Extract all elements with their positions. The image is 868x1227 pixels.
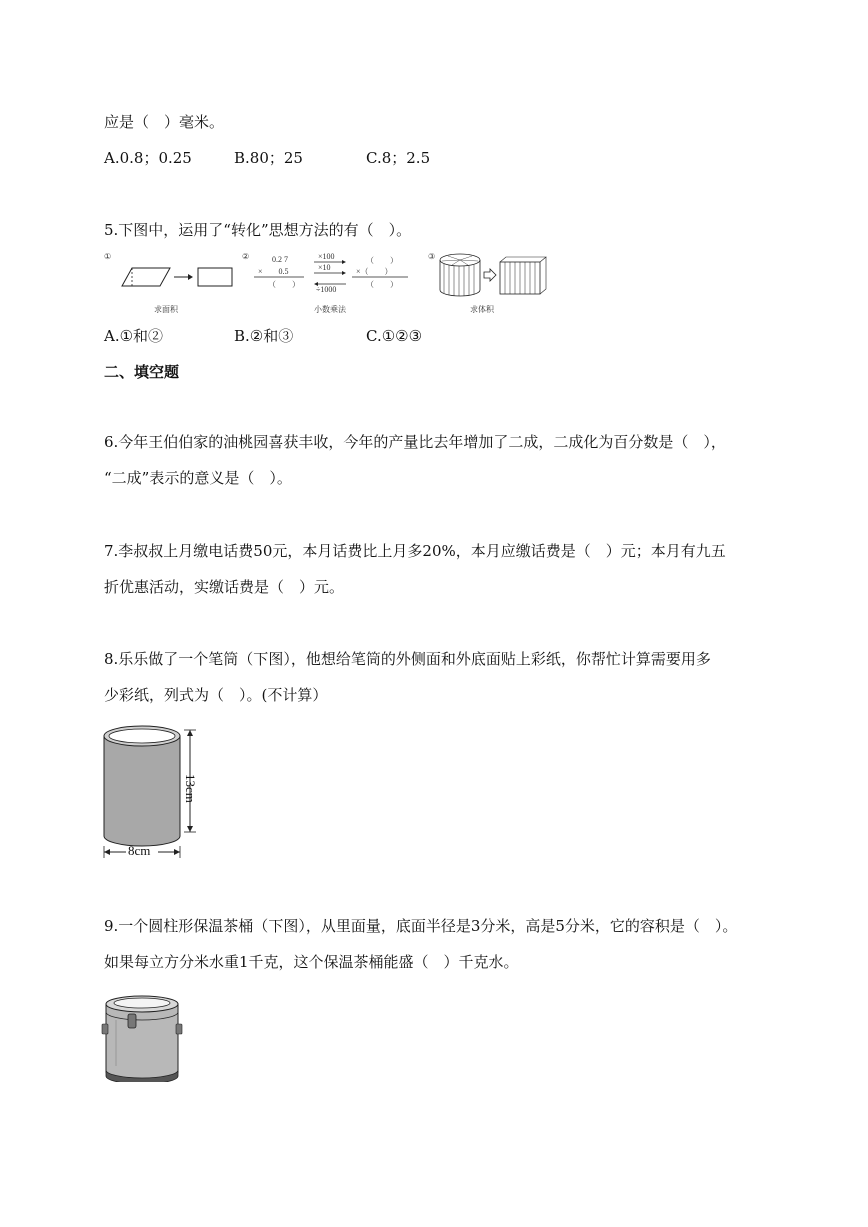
question-7-line-1: 7.李叔叔上月缴电话费50元，本月话费比上月多20%，本月应缴话费是（ ）元；本月有九五 — [104, 542, 726, 560]
pen-holder-figure — [98, 718, 218, 868]
question-6-line-2: “二成”表示的意义是（ ）。 — [104, 469, 292, 487]
fig2-arrow-label-3: ÷1000 — [316, 285, 337, 294]
fig2-product: （ ） — [268, 280, 300, 289]
q5-figure-3 — [428, 252, 558, 312]
q5-figure-1 — [104, 252, 234, 312]
figure-2-number: ② — [242, 252, 250, 261]
fig2-right-1: （ ） — [366, 256, 398, 265]
pen-holder-cylinder — [98, 718, 218, 868]
question-9-line-1: 9.一个圆柱形保温茶桶（下图），从里面量，底面半径是3分米，高是5分米，它的容积是（ ）。 — [104, 917, 738, 935]
fig2-multiplicand: 0.2 7 — [272, 255, 288, 264]
question-9-line-2: 如果每立方分米水重1千克，这个保温茶桶能盛（ ）千克水。 — [104, 953, 519, 971]
figure-1-number: ① — [104, 252, 112, 261]
question-5-stem: 5.下图中，运用了“转化”思想方法的有（ ）。 — [104, 221, 412, 239]
figure-2-caption: 小数乘法 — [314, 305, 346, 314]
q4-option-a: A.0.8；0.25 — [104, 149, 192, 167]
q4-option-b: B.80；25 — [234, 149, 303, 167]
height-label: 13cm — [183, 774, 198, 803]
section-2-title: 二、填空题 — [104, 363, 180, 381]
figure-3-number: ③ — [428, 252, 436, 261]
question-6-line-1: 6.今年王伯伯家的油桃园喜获丰收，今年的产量比去年增加了二成，二成化为百分数是（ ）， — [104, 433, 726, 451]
question-7-line-2: 折优惠活动，实缴话费是（ ）元。 — [104, 578, 345, 596]
q5-figure-2 — [242, 252, 422, 312]
fig2-right-2: ×（ ） — [356, 267, 393, 276]
fig2-arrow-label-1: ×100 — [318, 252, 335, 261]
question-4-tail: 应是（ ）毫米。 — [104, 113, 225, 131]
question-8-line-1: 8.乐乐做了一个笔筒（下图），他想给笔筒的外侧面和外底面贴上彩纸，你帮忙计算需要用多 — [104, 650, 711, 668]
figure-1-caption: 求面积 — [154, 305, 178, 314]
figure-3-caption: 求体积 — [470, 305, 494, 314]
fig2-multiplier: × 0.5 — [258, 267, 289, 276]
question-8-line-2: 少彩纸，列式为（ ）。(不计算） — [104, 686, 328, 704]
tea-bucket-illustration — [100, 990, 184, 1082]
fig2-arrow-label-2: ×10 — [318, 263, 331, 272]
cylinder-to-cuboid-diagram — [428, 252, 558, 300]
q5-option-a: A.①和② — [104, 327, 164, 345]
q5-option-c: C.①②③ — [366, 327, 423, 345]
q5-option-b: B.②和③ — [234, 327, 294, 345]
parallelogram-to-rectangle-diagram — [104, 258, 234, 298]
fig2-right-3: （ ） — [366, 280, 398, 289]
tea-bucket-figure — [100, 990, 184, 1082]
q4-option-c: C.8；2.5 — [366, 149, 431, 167]
width-label: 8cm — [128, 843, 151, 858]
